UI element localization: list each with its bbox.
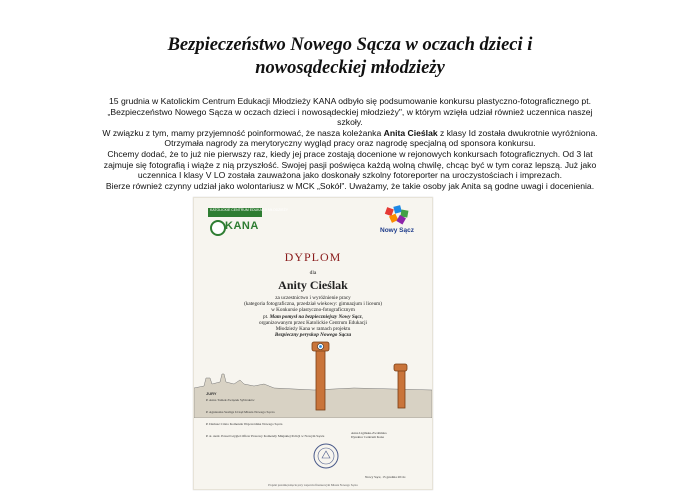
- article-paragraph-3: Otrzymała nagrody za merytoryczny wygląd pracy oraz nagrodę specjalną od sponsora konkursu.: [164, 138, 536, 149]
- article-title-line-2: nowosądeckiej młodzieży: [255, 58, 445, 78]
- nowy-sacz-emblem-icon: [372, 204, 422, 228]
- article-paragraph-4-line-1: Chcemy dodać, że to już nie pierwszy raz, kiedy jej prace zostają docenione w rejonowych konkursach fotograficznych. Od 3 lat: [107, 148, 593, 159]
- article-paragraph-1-line-2: „Bezpieczeństwo Nowego Sącza w oczach dzieci i nowosądeckiej młodzieży", w którym wzięła udział również uczennica naszej: [107, 106, 593, 117]
- article-paragraph-4-line-3: uczennica I klasy V LO została zauważona jako doskonały szkolny fotoreporter na uroczystościach i imprezach.: [137, 170, 563, 181]
- diploma-for-label: dla: [309, 270, 317, 276]
- organizer-name: Anna Ligińska-Zwolińska: [351, 431, 387, 435]
- kana-logo: [208, 208, 289, 238]
- kana-logo-word: KANA: [225, 220, 259, 232]
- jury-member: P. Dariusz Cristo Komenda Wojewódzka Nowego Sącza: [206, 422, 283, 426]
- organizer-signature: [351, 431, 421, 439]
- jury-member: P. st. sierż. Paweł Gryglel Oficer Prasowy Komendy Miejskiej Policji w Nowym Sączu: [206, 434, 325, 438]
- jury-member: P. Agnieszka Szeliga Urząd Miasta Nowego Sącza: [206, 410, 275, 414]
- citation-line-5: organizowanym przez Katolickie Centrum Edukacji: [259, 319, 367, 326]
- citation-line-4-prefix: pt.: [262, 313, 270, 320]
- article-paragraph-1-line-1: 15 grudnia w Katolickim Centrum Edukacji Młodzieży KANA odbyło się podsumowanie konkursu plastyczno-fotograficznego pt.: [109, 96, 591, 106]
- nowy-sacz-logo-text: Nowy Sącz: [380, 227, 414, 234]
- article-paragraph-2-before: W związku z tym, mamy przyjemność poinformować, że nasza koleżanka: [102, 127, 384, 138]
- citation-line-3: w Konkursie plastyczno-fotograficznym: [271, 307, 355, 314]
- article-paragraph-4-line-2: zajmuje się fotografią i wiąże z nią przyszłość. Swojej pasji poświęca każdą wolną chwilę, chcąc być w tym coraz lepszą. Już jako: [103, 159, 597, 170]
- organizer-role: Dyrektor Centrum Kana: [351, 435, 384, 439]
- article-paragraph-2: [20, 128, 680, 139]
- jury-signatures: [206, 398, 325, 441]
- diploma-citation: [194, 295, 432, 338]
- article-body: [20, 96, 680, 191]
- contest-title: Mam pomysł na bezpieczniejszy Nowy Sącz: [269, 313, 362, 320]
- citation-line-4-suffix: ,: [361, 313, 363, 320]
- diploma-recipient: Anity Cieślak: [278, 278, 348, 292]
- nowy-sacz-logo: [372, 204, 422, 238]
- article-title-line-1: Bezpieczeństwo Nowego Sącza w oczach dzieci i: [167, 35, 533, 55]
- official-seal-icon: [312, 442, 340, 470]
- article-paragraph-5: Bierze również czynny udział jako wolontariusz w MCK „Sokół". Uważamy, że takie osoby jak Anita są godne uwagi i docenienia.: [105, 180, 595, 191]
- citation-line-6: Młodzieży Kana w ramach projektu: [275, 326, 351, 333]
- jury-member: P. Anna Tomek Związek Sybiraków: [206, 398, 255, 402]
- citation-line-2: (kategoria fotograficzna, przedział wiekowy: gimnazjum i liceum): [244, 301, 382, 308]
- article-paragraph-2-after: z klasy Id została dwukrotnie wyróżniona.: [437, 127, 598, 138]
- kana-logo-bar-text: KATOLICKIE CENTRUM EDUKACJI MŁODZIEŻY: [210, 208, 289, 212]
- jury-label: JURY: [206, 391, 217, 396]
- article-title: [60, 34, 640, 80]
- student-name: Anita Cieślak: [383, 127, 438, 138]
- diploma-heading: DYPLOM: [284, 250, 342, 264]
- diploma-image: [193, 197, 433, 490]
- diploma-footer: Projekt przedsięwzięcia przy wsparciu finansowym Miasta Nowego Sącza: [268, 483, 358, 487]
- article-paragraph-1-line-3: szkoły.: [337, 117, 363, 128]
- project-name: Bezpieczny peryskop Nowego Sącza: [274, 332, 352, 339]
- place-and-date: Nowy Sącz, 15 grudnia 2011r.: [365, 475, 407, 479]
- citation-line-1: za uczestnictwo i wyróżnienie pracy: [275, 295, 351, 301]
- kana-emblem-icon: [210, 220, 226, 236]
